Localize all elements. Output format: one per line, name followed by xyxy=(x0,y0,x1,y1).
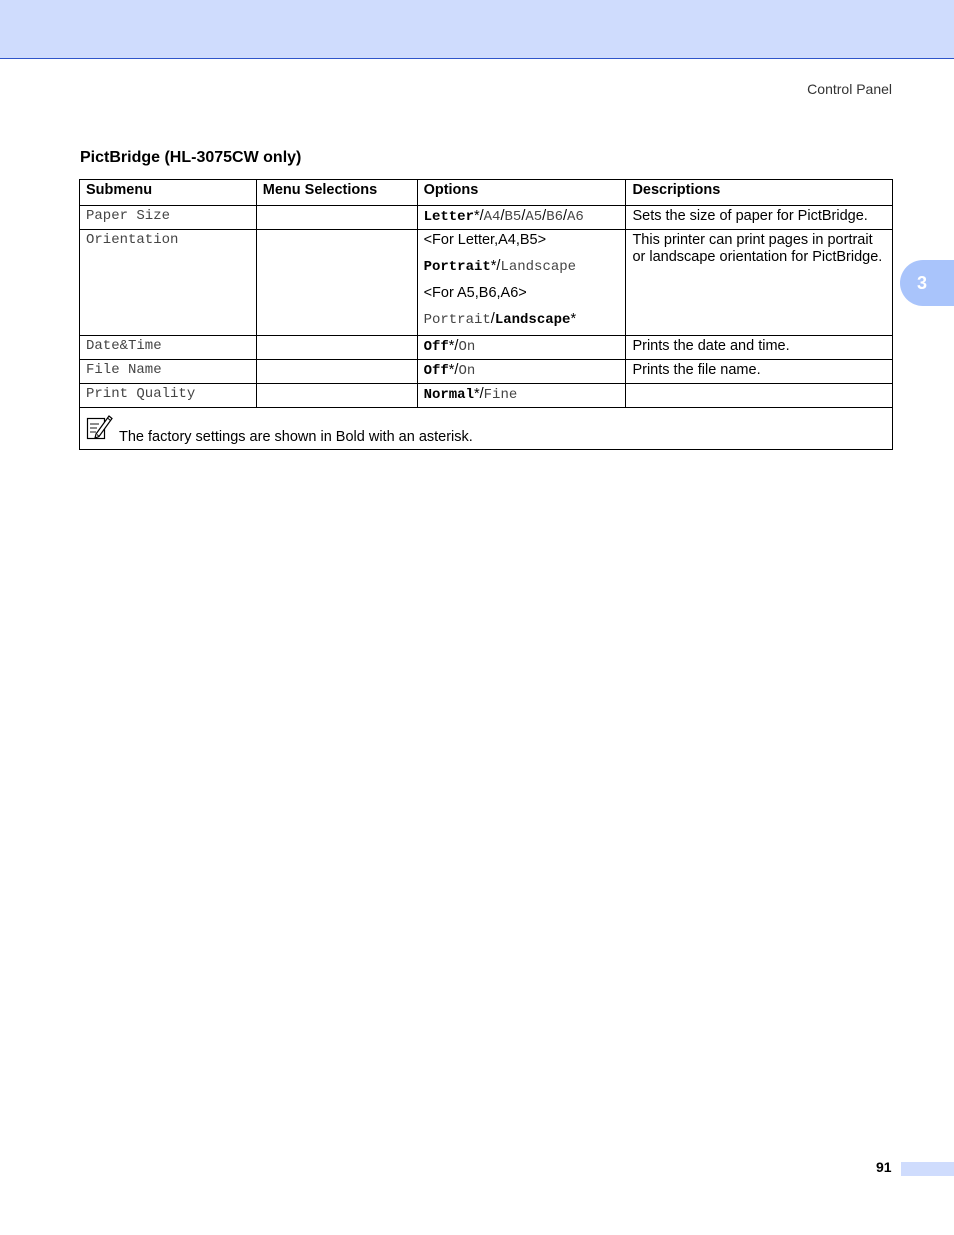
column-header: Options xyxy=(417,180,626,206)
column-header: Descriptions xyxy=(626,180,893,206)
options-cell xyxy=(417,384,626,408)
option-default: Off xyxy=(423,363,449,379)
note-row xyxy=(80,408,893,450)
menu-selection-cell xyxy=(256,360,417,384)
description-cell xyxy=(626,384,893,408)
option-value: A4 xyxy=(483,209,501,225)
options-cell xyxy=(417,360,626,384)
option-value: A5 xyxy=(525,209,543,225)
submenu-cell: File Name xyxy=(80,360,257,384)
option-default: Landscape xyxy=(494,312,571,328)
option-value: Landscape xyxy=(500,259,577,275)
header-band xyxy=(0,0,954,59)
option-line xyxy=(424,311,620,329)
page-number: 91 xyxy=(876,1159,892,1175)
option-default: Portrait xyxy=(423,259,491,275)
option-value: Portrait xyxy=(423,312,491,328)
option-value: Fine xyxy=(483,387,518,403)
submenu-cell: Date&Time xyxy=(80,336,257,360)
option-value: On xyxy=(458,339,476,355)
option-separator: / xyxy=(521,208,526,224)
option-separator: */ xyxy=(473,208,484,224)
option-value: A6 xyxy=(567,209,584,225)
option-group-label: <For A5,B6,A6> xyxy=(423,285,527,301)
option-separator: / xyxy=(563,208,568,224)
option-separator: */ xyxy=(448,362,459,378)
option-value: B5 xyxy=(504,209,522,225)
option-default: Off xyxy=(423,339,449,355)
option-asterisk: * xyxy=(570,311,577,327)
note-cell xyxy=(80,408,893,450)
option-value: B6 xyxy=(546,209,563,225)
settings-table xyxy=(79,179,893,450)
table-row xyxy=(80,230,893,336)
table-row xyxy=(80,206,893,230)
description-cell: This printer can print pages in portrait or landscape orientation for PictBridge. xyxy=(626,230,893,336)
option-separator: / xyxy=(542,208,547,224)
option-separator: */ xyxy=(448,338,459,354)
submenu-cell: Orientation xyxy=(80,230,257,336)
option-separator: */ xyxy=(490,258,501,274)
option-separator: / xyxy=(490,311,495,327)
note-pencil-icon xyxy=(85,413,113,441)
description-cell: Sets the size of paper for PictBridge. xyxy=(626,206,893,230)
option-value: On xyxy=(458,363,476,379)
chapter-tab[interactable]: 3 xyxy=(900,260,954,306)
option-separator: */ xyxy=(473,386,484,402)
table-row xyxy=(80,360,893,384)
page-number-bar xyxy=(901,1162,954,1176)
option-default: Normal xyxy=(423,387,474,403)
menu-selection-cell xyxy=(256,336,417,360)
section-title: PictBridge (HL-3075CW only) xyxy=(80,149,302,166)
options-cell xyxy=(417,206,626,230)
note-text: The factory settings are shown in Bold with an asterisk. xyxy=(119,429,473,445)
column-header: Menu Selections xyxy=(256,180,417,206)
section-label: Control Panel xyxy=(807,81,892,97)
description-cell: Prints the date and time. xyxy=(626,336,893,360)
table-row xyxy=(80,384,893,408)
table-row xyxy=(80,336,893,360)
table-header-row xyxy=(80,180,893,206)
menu-selection-cell xyxy=(256,384,417,408)
option-group-label: <For Letter,A4,B5> xyxy=(423,232,547,248)
menu-selection-cell xyxy=(256,230,417,336)
options-cell xyxy=(417,230,626,336)
description-cell: Prints the file name. xyxy=(626,360,893,384)
option-line xyxy=(424,258,620,276)
submenu-cell: Print Quality xyxy=(80,384,257,408)
options-cell xyxy=(417,336,626,360)
option-separator: / xyxy=(500,208,505,224)
submenu-cell: Paper Size xyxy=(80,206,257,230)
menu-selection-cell xyxy=(256,206,417,230)
column-header: Submenu xyxy=(80,180,257,206)
option-default: Letter xyxy=(423,209,474,225)
